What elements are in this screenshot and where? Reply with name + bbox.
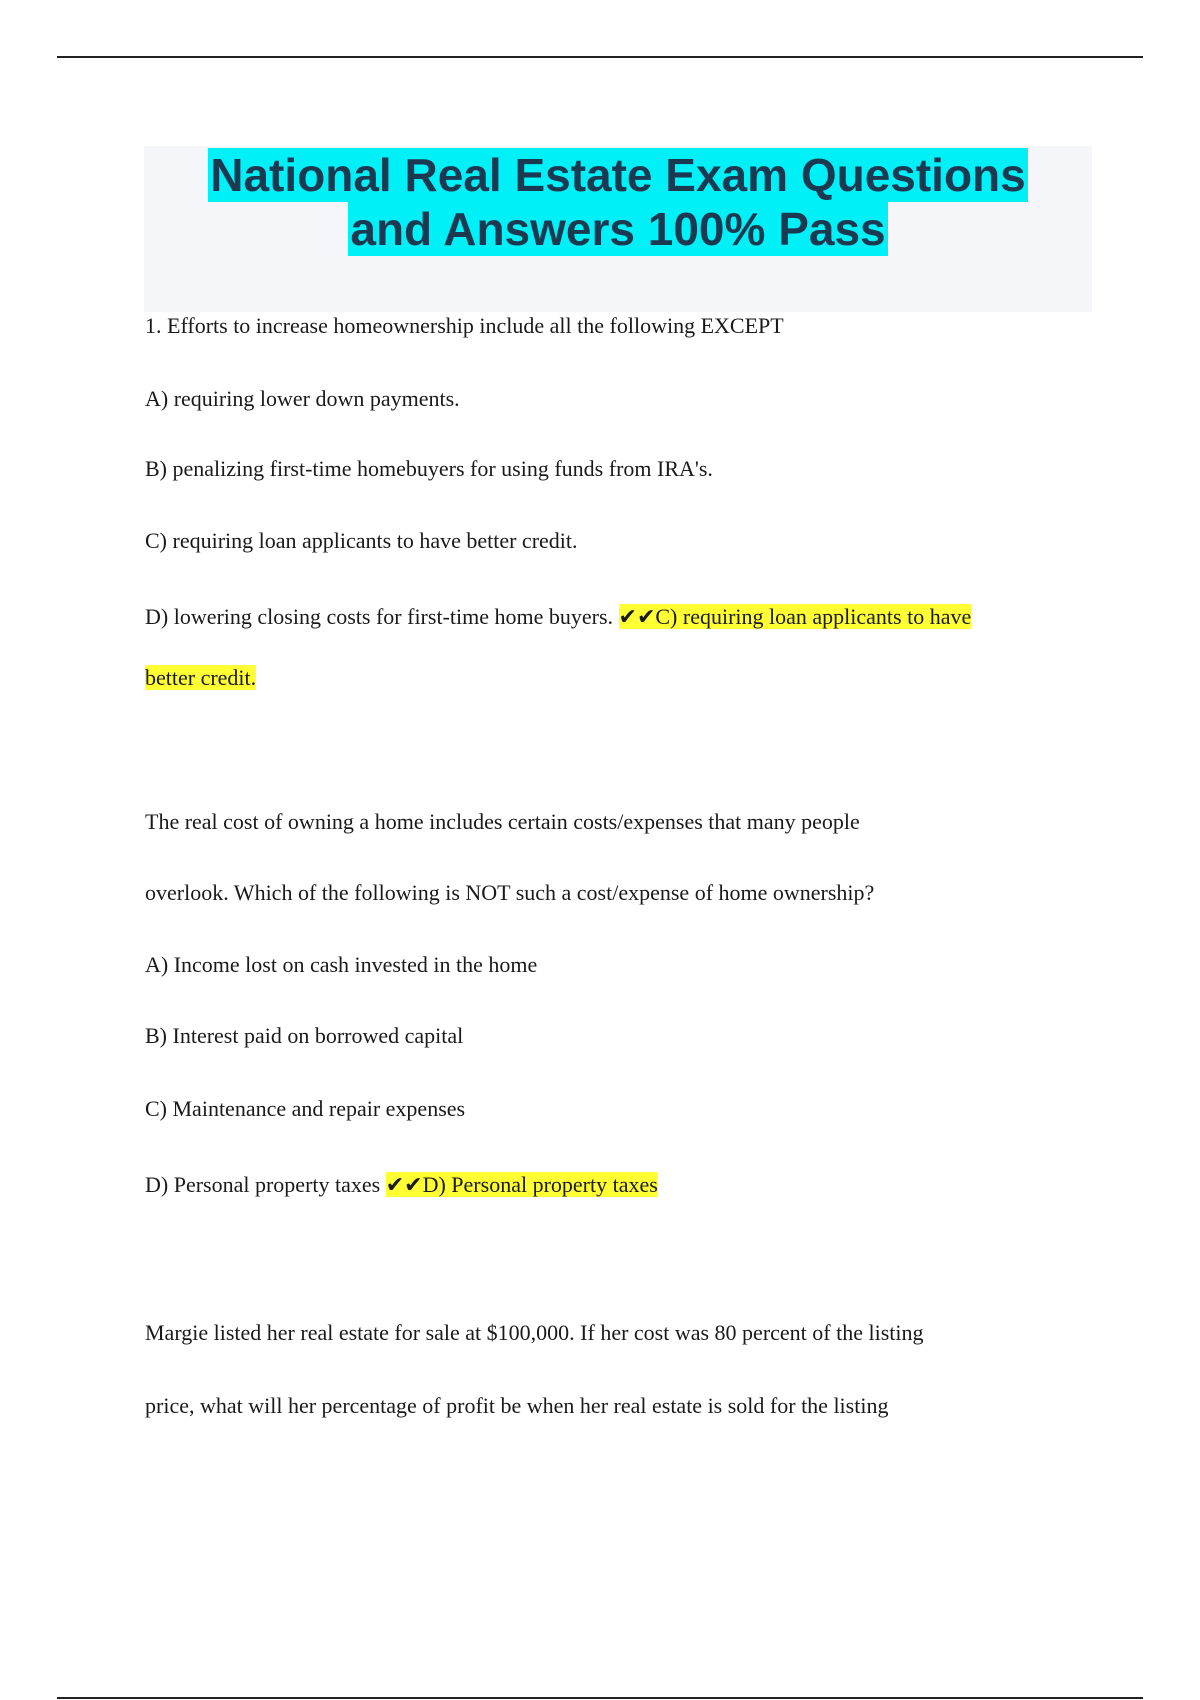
q1-question: 1. Efforts to increase homeownership include all the following EXCEPT bbox=[145, 313, 784, 338]
q1-option-c: C) requiring loan applicants to have better credit. bbox=[145, 528, 578, 553]
q2-answer-highlight: ✔✔D) Personal property taxes bbox=[385, 1172, 658, 1197]
top-rule bbox=[57, 56, 1143, 58]
q2-option-d-line bbox=[145, 1172, 658, 1198]
q3-question-line-2: price, what will her percentage of profit be when her real estate is sold for the listing bbox=[145, 1393, 889, 1418]
q1-option-b: B) penalizing first-time homebuyers for using funds from IRA's. bbox=[145, 456, 713, 481]
q1-option-a: A) requiring lower down payments. bbox=[145, 386, 460, 411]
q1-option-d: D) lowering closing costs for first-time home buyers. bbox=[145, 604, 614, 629]
q2-question-line-1: The real cost of owning a home includes certain costs/expenses that many people bbox=[145, 809, 860, 834]
title-line-2: and Answers 100% Pass bbox=[350, 203, 886, 255]
q1-answer-continued-line bbox=[145, 665, 256, 691]
q2-option-a: A) Income lost on cash invested in the home bbox=[145, 952, 538, 977]
q2-option-c: C) Maintenance and repair expenses bbox=[145, 1096, 466, 1121]
title-line-1: National Real Estate Exam Questions bbox=[210, 149, 1026, 201]
bottom-rule bbox=[57, 1697, 1143, 1699]
q1-answer-highlight-cont: better credit. bbox=[145, 665, 257, 690]
q2-option-d: D) Personal property taxes bbox=[145, 1172, 381, 1197]
q3-question-line-1: Margie listed her real estate for sale at $100,000. If her cost was 80 percent of the listing bbox=[145, 1320, 924, 1345]
q2-option-b: B) Interest paid on borrowed capital bbox=[145, 1023, 464, 1048]
q1-option-d-line bbox=[145, 604, 971, 630]
title-block bbox=[144, 146, 1092, 312]
page-title bbox=[144, 146, 1092, 256]
q1-answer-highlight: ✔✔C) requiring loan applicants to have bbox=[618, 604, 972, 629]
q2-question-line-2: overlook. Which of the following is NOT such a cost/expense of home ownership? bbox=[145, 880, 875, 905]
